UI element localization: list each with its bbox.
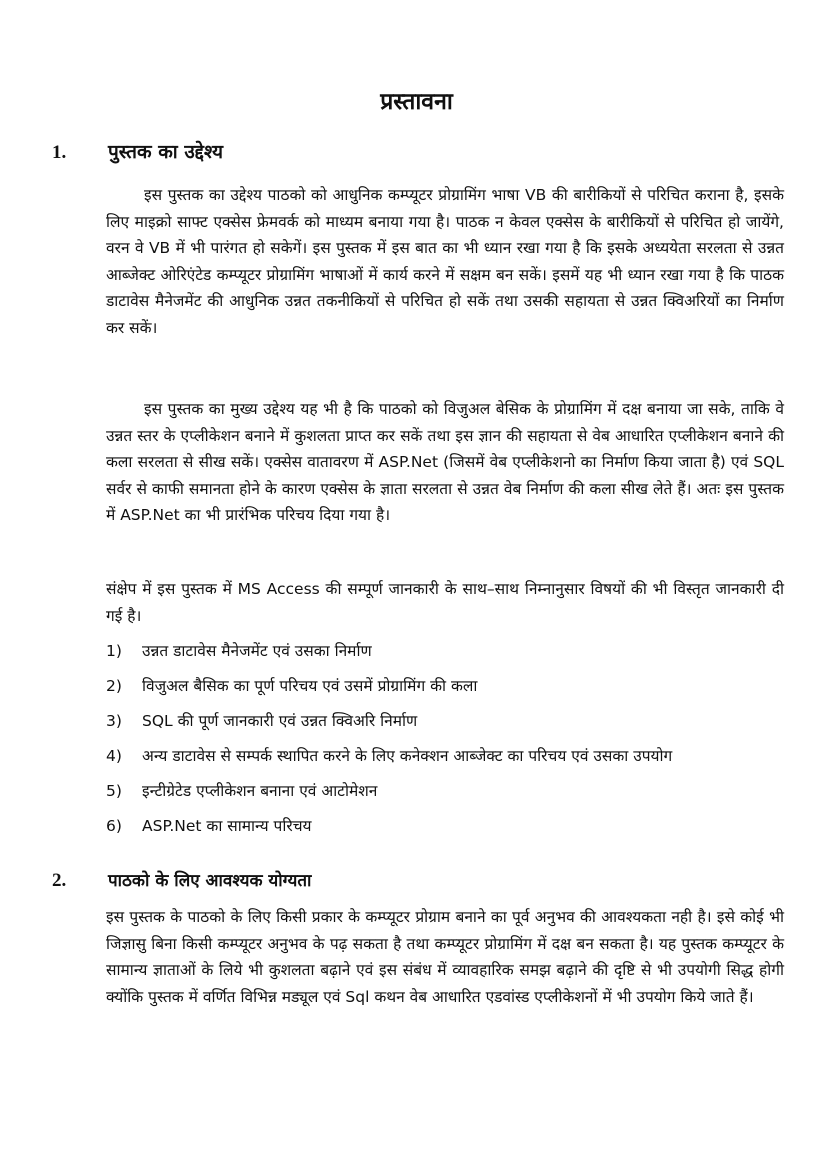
section-1-number: 1. xyxy=(52,142,67,163)
page-title: प्रस्तावना xyxy=(380,89,453,115)
section-2-paragraph: इस पुस्तक के पाठको के लिए किसी प्रकार के कम्प्यूटर प्रोग्राम बनाने का पूर्व अनुभव की आवश्यकता नही है। इसे कोई भी जिज्ञासु बिना किसी कम्प्यूटर अनुभव के पढ़ सकता है तथा कम्प्यूटर प्रोग्रामिंग में दक्ष बन सकता है। यह पुस्तक कम्प्यूटर के सामान्य ज्ञाताओं के लिये भी कुशलता बढ़ाने एवं इस संबंध में व्यावहारिक समझ बढ़ाने की दृष्टि से भी उपयोगी सिद्ध होगी क्योंकि पुस्तक में वर्णित विभिन्न मड्यूल एवं Sql कथन वेब आधारित एडवांस्ड एप्लीकेशनों में भी उपयोग किये जाते हैं। xyxy=(106,908,784,1006)
list-item-text: अन्य डाटावेस से सम्पर्क स्थापित करने के लिए कनेक्शन आब्जेक्ट का परिचय एवं उसका उपयोग xyxy=(142,747,673,765)
list-item-number: 6) xyxy=(106,817,122,835)
list-item-number: 3) xyxy=(106,712,122,730)
list-item-text: इन्टीग्रेटेड एप्लीकेशन बनाना एवं आटोमेशन xyxy=(142,782,378,800)
section-2-title: पाठको के लिए आवश्यक योग्यता xyxy=(108,871,312,891)
list-item-number: 1) xyxy=(106,642,122,660)
list-item xyxy=(106,638,786,664)
section-2-heading xyxy=(52,868,752,896)
list-item-text: ASP.Net का सामान्य परिचय xyxy=(142,817,312,835)
section-1-paragraph-2: इस पुस्तक का मुख्य उद्देश्य यह भी है कि पाठको को विजुअल बेसिक के प्रोग्रामिंग में दक्ष बनाया जा सके, ताकि वे उन्नत स्तर के एप्लीकेशन बनाने में कुशलता प्राप्त कर सकें तथा इस ज्ञान की सहायता से वेब आधारित एप्लीकेशन बनाने की कला सरलता से सीख सकें। एक्सेस वातावरण में ASP.Net (जिसमें वेब एप्लीकेशनो का निर्माण किया जाता है) एवं SQL सर्वर से काफी समानता होने के कारण एक्सेस के ज्ञाता सरलता से उन्नत वेब निर्माण की कला सीख लेते हैं। अतः इस पुस्तक में ASP.Net का भी प्रारंभिक परिचय दिया गया है। xyxy=(106,400,784,524)
section-1-heading xyxy=(52,138,752,168)
list-item-text: SQL की पूर्ण जानकारी एवं उन्नत क्विअरि निर्माण xyxy=(142,712,418,730)
list-item-number: 4) xyxy=(106,747,122,765)
section-1-paragraph-3: संक्षेप में इस पुस्तक में MS Access की सम्पूर्ण जानकारी के साथ–साथ निम्नानुसार विषयों की भी विस्तृत जानकारी दी गई है। xyxy=(106,580,784,625)
topics-list xyxy=(106,638,786,848)
list-item-number: 5) xyxy=(106,782,122,800)
list-item xyxy=(106,813,786,839)
list-item-text: विजुअल बैसिक का पूर्ण परिचय एवं उसमें प्रोग्रामिंग की कला xyxy=(142,677,478,695)
section-1-title: पुस्तक का उद्देश्य xyxy=(108,141,224,163)
list-item xyxy=(106,673,786,699)
section-1-paragraph-1: इस पुस्तक का उद्देश्य पाठको को आधुनिक कम्प्यूटर प्रोग्रामिंग भाषा VB की बारीकियों से परिचित कराना है, इसके लिए माइक्रो साफ्ट एक्सेस फ्रेमवर्क को माध्यम बनाया गया है। पाठक न केवल एक्सेस के बारीकियों से परिचित हो जायेंगे, वरन वे VB में भी पारंगत हो सकेगें। इस पुस्तक में इस बात का भी ध्यान रखा गया है कि इसके अध्ययेता सरलता से उन्नत आब्जेक्ट ओरिएंटेड कम्प्यूटर प्रोग्रामिंग भाषाओं में कार्य करने में सक्षम बन सकें। इसमें यह भी ध्यान रखा गया है कि पाठक डाटावेस मैनेजमेंट की आधुनिक उन्नत तकनीकियों से परिचित हो सकें तथा उसकी सहायता से उन्नत क्विअरियों का निर्माण कर सकें। xyxy=(106,186,784,337)
list-item xyxy=(106,708,786,734)
list-item-number: 2) xyxy=(106,677,122,695)
list-item xyxy=(106,743,786,769)
list-item-text: उन्नत डाटावेस मैनेजमेंट एवं उसका निर्माण xyxy=(142,642,372,660)
section-2-number: 2. xyxy=(52,870,67,891)
list-item xyxy=(106,778,786,804)
